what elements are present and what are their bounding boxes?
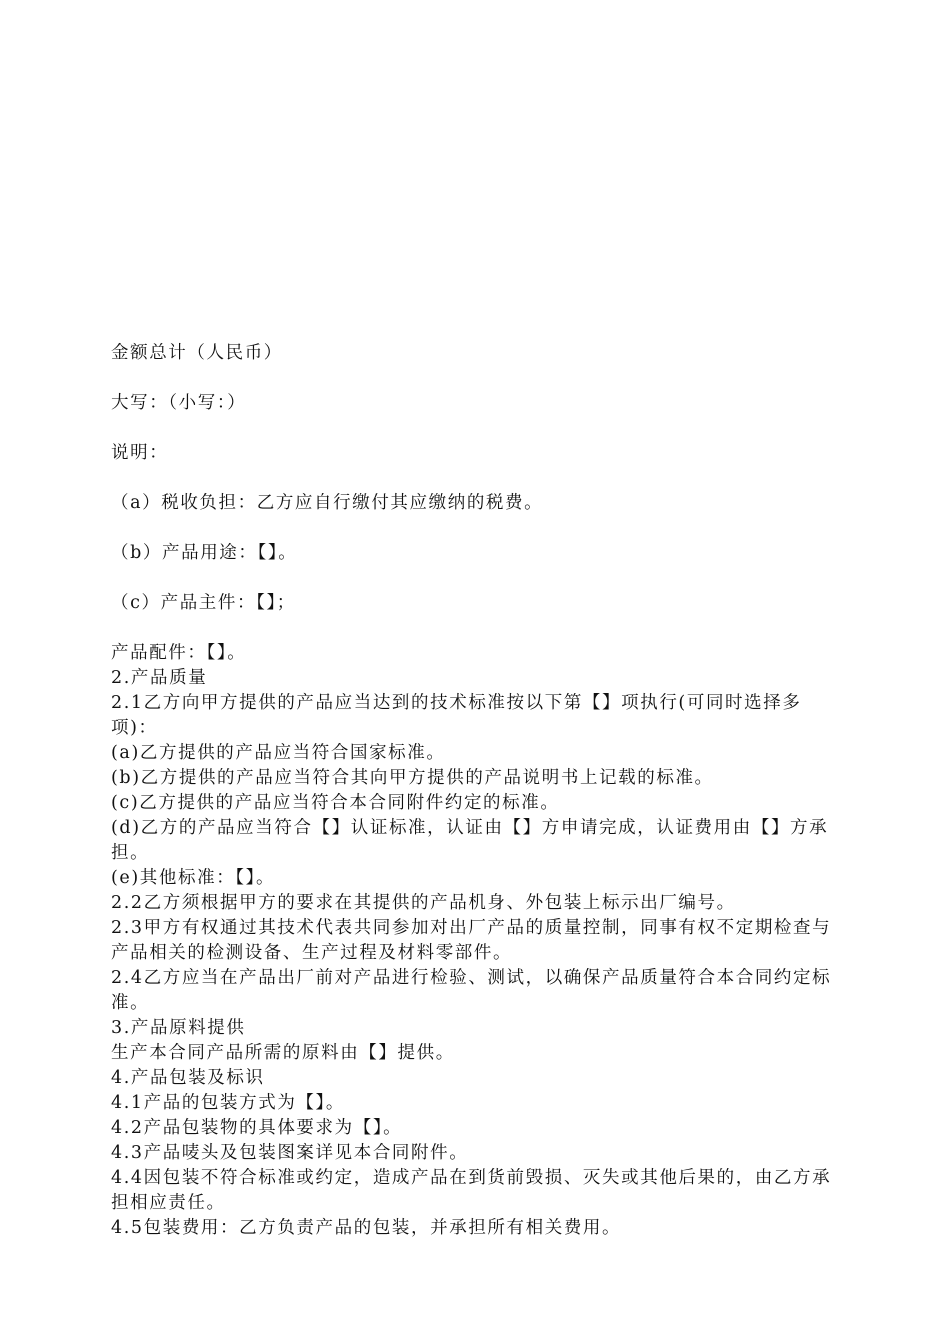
section-heading-quality: 2.产品质量 <box>111 668 208 688</box>
clause-2-1-b: (b)乙方提供的产品应当符合其向甲方提供的产品说明书上记载的标准。 <box>111 768 714 788</box>
section-heading-packaging: 4.产品包装及标识 <box>111 1068 265 1088</box>
notes-heading: 说明： <box>111 443 169 463</box>
clause-2-1: 2.1乙方向甲方提供的产品应当达到的技术标准按以下第【】项执行(可同时选择多项)： <box>111 693 802 738</box>
amount-words-line: 大写：（小写：） <box>111 393 247 413</box>
note-tax: （a）税收负担：乙方应自行缴付其应缴纳的税费。 <box>111 493 544 513</box>
total-amount-line: 金额总计（人民币） <box>111 343 283 363</box>
clauses-block <box>111 641 846 1241</box>
clause-3-text: 生产本合同产品所需的原料由【】提供。 <box>111 1043 455 1063</box>
clause-4-2: 4.2产品包装物的具体要求为【】。 <box>111 1118 403 1138</box>
section-heading-materials: 3.产品原料提供 <box>111 1018 246 1038</box>
clause-2-3: 2.3甲方有权通过其技术代表共同参加对出厂产品的质量控制，同事有权不定期检查与产品相关的检测设备、生产过程及材料零部件。 <box>111 918 832 963</box>
accessories-line: 产品配件：【】。 <box>111 643 247 663</box>
clause-2-1-c: (c)乙方提供的产品应当符合本合同附件约定的标准。 <box>111 793 560 813</box>
clause-2-2: 2.2乙方须根据甲方的要求在其提供的产品机身、外包装上标示出厂编号。 <box>111 893 736 913</box>
clause-2-4: 2.4乙方应当在产品出厂前对产品进行检验、测试，以确保产品质量符合本合同约定标准。 <box>111 968 832 1013</box>
note-main-part: （c）产品主件：【】； <box>111 593 296 613</box>
clause-4-3: 4.3产品唛头及包装图案详见本合同附件。 <box>111 1143 469 1163</box>
clause-2-1-d: (d)乙方的产品应当符合【】认证标准，认证由【】方申请完成，认证费用由【】方承担。 <box>111 818 829 863</box>
clause-2-1-a: (a)乙方提供的产品应当符合国家标准。 <box>111 743 446 763</box>
clause-2-1-e: (e)其他标准：【】。 <box>111 868 276 888</box>
document-content <box>111 341 846 1241</box>
summary-block <box>111 341 846 616</box>
clause-4-4: 4.4因包装不符合标准或约定，造成产品在到货前毁损、灭失或其他后果的，由乙方承担相应责任。 <box>111 1168 832 1213</box>
clause-4-1: 4.1产品的包装方式为【】。 <box>111 1093 345 1113</box>
note-usage: （b）产品用途：【】。 <box>111 543 298 563</box>
clause-4-5: 4.5包装费用：乙方负责产品的包装，并承担所有相关费用。 <box>111 1218 622 1238</box>
